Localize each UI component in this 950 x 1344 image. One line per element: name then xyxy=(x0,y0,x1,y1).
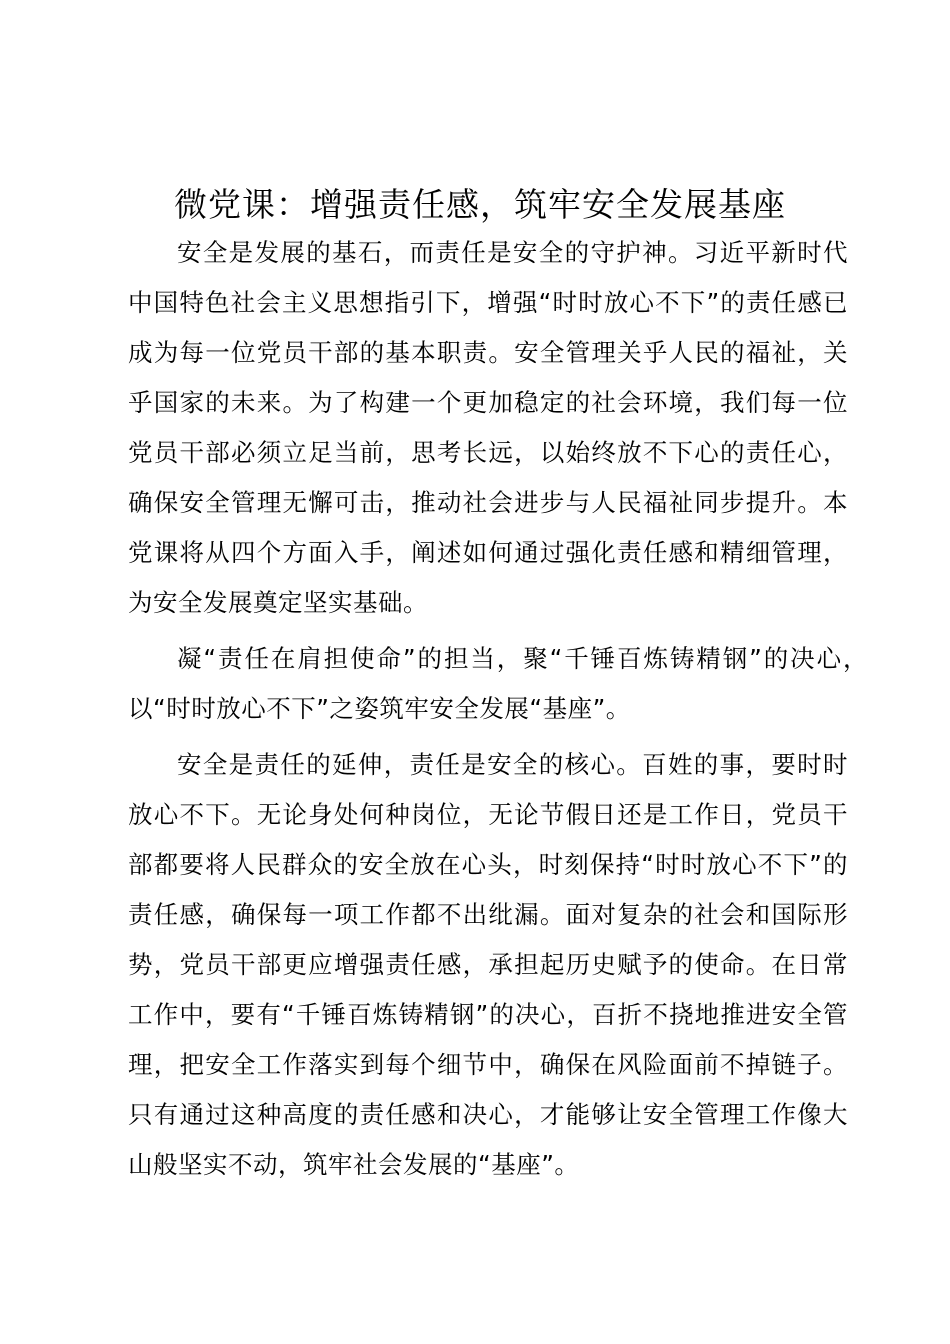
document-title: 微党课：增强责任感，筑牢安全发展基座 xyxy=(174,185,786,224)
paragraph-intro: 安全是发展的基石，而责任是安全的守护神。习近平新时代中国特色社会主义思想指引下，增强“时时放心不下”的责任感已成为每一位党员干部的基本职责。安全管理关乎人民的福祉，关乎国家的未来。为了构建一个更加稳定的社会环境，我们每一位党员干部必须立足当前，思考长远，以始终放不下心的责任心，确保安全管理无懈可击，推动社会进步与人民福祉同步提升。本党课将从四个方面入手，阐述如何通过强化责任感和精细管理，为安全发展奠定坚实基础。 xyxy=(128,238,848,617)
paragraph-theme: 凝“责任在肩担使命”的担当，聚“千锤百炼铸精钢”的决心，以“时时放心不下”之姿筑牢安全发展“基座”。 xyxy=(128,644,868,723)
paragraph-responsibility: 安全是责任的延伸，责任是安全的核心。百姓的事，要时时放心不下。无论身处何种岗位，无论节假日还是工作日，党员干部都要将人民群众的安全放在心头，时刻保持“时时放心不下”的责任感，确保每一项工作都不出纰漏。面对复杂的社会和国际形势，党员干部更应增强责任感，承担起历史赋予的使命。在日常工作中，要有“千锤百炼铸精钢”的决心，百折不挠地推进安全管理，把安全工作落实到每个细节中，确保在风险面前不掉链子。只有通过这种高度的责任感和决心，才能够让安全管理工作像大山般坚实不动，筑牢社会发展的“基座”。 xyxy=(128,750,848,1179)
document-body xyxy=(128,228,868,1196)
